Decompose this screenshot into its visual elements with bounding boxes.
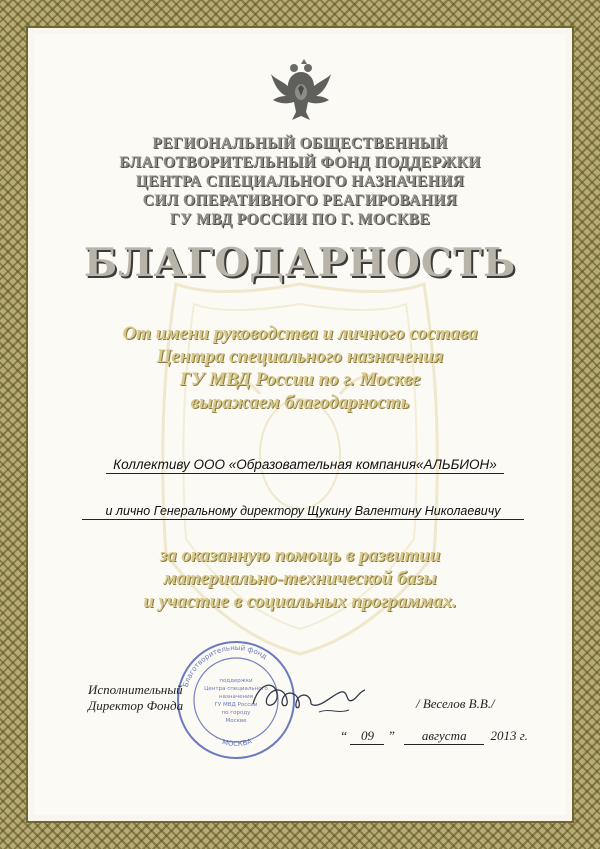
signatory-title (88, 682, 183, 714)
reason-text (34, 544, 566, 613)
date-month: августа (404, 728, 484, 745)
recipient-line: Коллективу ООО «Образовательная компания«АЛЬБИОН» (106, 457, 504, 474)
stamp-center-line: назначения (219, 694, 253, 700)
date-day: 09 (350, 728, 384, 745)
thanks-line: От имени руководства и личного состава (122, 323, 478, 344)
organization-line: ЦЕНТРА СПЕЦИАЛЬНОГО НАЗНАЧЕНИЯ (135, 173, 465, 190)
signatory-title-line: Исполнительный (88, 682, 183, 697)
stamp-center-line: по городу (221, 710, 251, 716)
signatory-name: / Веселов В.В./ (416, 696, 495, 711)
organization-name (34, 134, 566, 229)
organization-line: ГУ МВД РОССИИ ПО Г. МОСКВЕ (169, 211, 431, 228)
double-headed-eagle-icon (270, 56, 332, 128)
thanks-line: выражаем благодарность (190, 392, 410, 413)
stamp-bottom-text: МОСКВА (221, 737, 253, 749)
svg-text:МОСКВА (221, 737, 253, 748)
thanks-line: Центра специального назначения (156, 346, 444, 367)
stamp-ring-text: Благотворительный фонд (181, 643, 269, 689)
date-open-quote: “ (340, 728, 348, 743)
handwritten-signature-icon (249, 674, 369, 720)
organization-line: БЛАГОТВОРИТЕЛЬНЫЙ ФОНД ПОДДЕРЖКИ (119, 154, 481, 171)
issue-date (340, 728, 528, 745)
certificate-title: БЛАГОДАРНОСТЬ (83, 240, 517, 286)
certificate-sheet (34, 34, 566, 815)
stamp-center-line: ГУ МВД России (214, 702, 258, 708)
reason-line: и участие в социальных программах. (143, 591, 457, 612)
stamp-center-line: Москве (225, 718, 247, 724)
organization-line: РЕГИОНАЛЬНЫЙ ОБЩЕСТВЕННЫЙ (152, 135, 448, 152)
reason-line: материально-технической базы (163, 568, 437, 589)
reason-line: за оказанную помощь в развитии (159, 545, 441, 566)
date-year: 2013 г. (490, 728, 528, 743)
thanks-line: ГУ МВД России по г. Москве (179, 369, 421, 390)
thanks-text (34, 322, 566, 414)
director-line: и лично Генеральному директору Щукину Валентину Николаевичу (82, 504, 524, 520)
stamp-center-line: Центра специального (204, 686, 268, 692)
organization-line: СИЛ ОПЕРАТИВНОГО РЕАГИРОВАНИЯ (142, 192, 458, 209)
stamp-center-line: поддержки (219, 678, 253, 684)
date-close-quote: ” (387, 728, 395, 743)
signatory-title-line: Директор Фонда (88, 698, 184, 713)
